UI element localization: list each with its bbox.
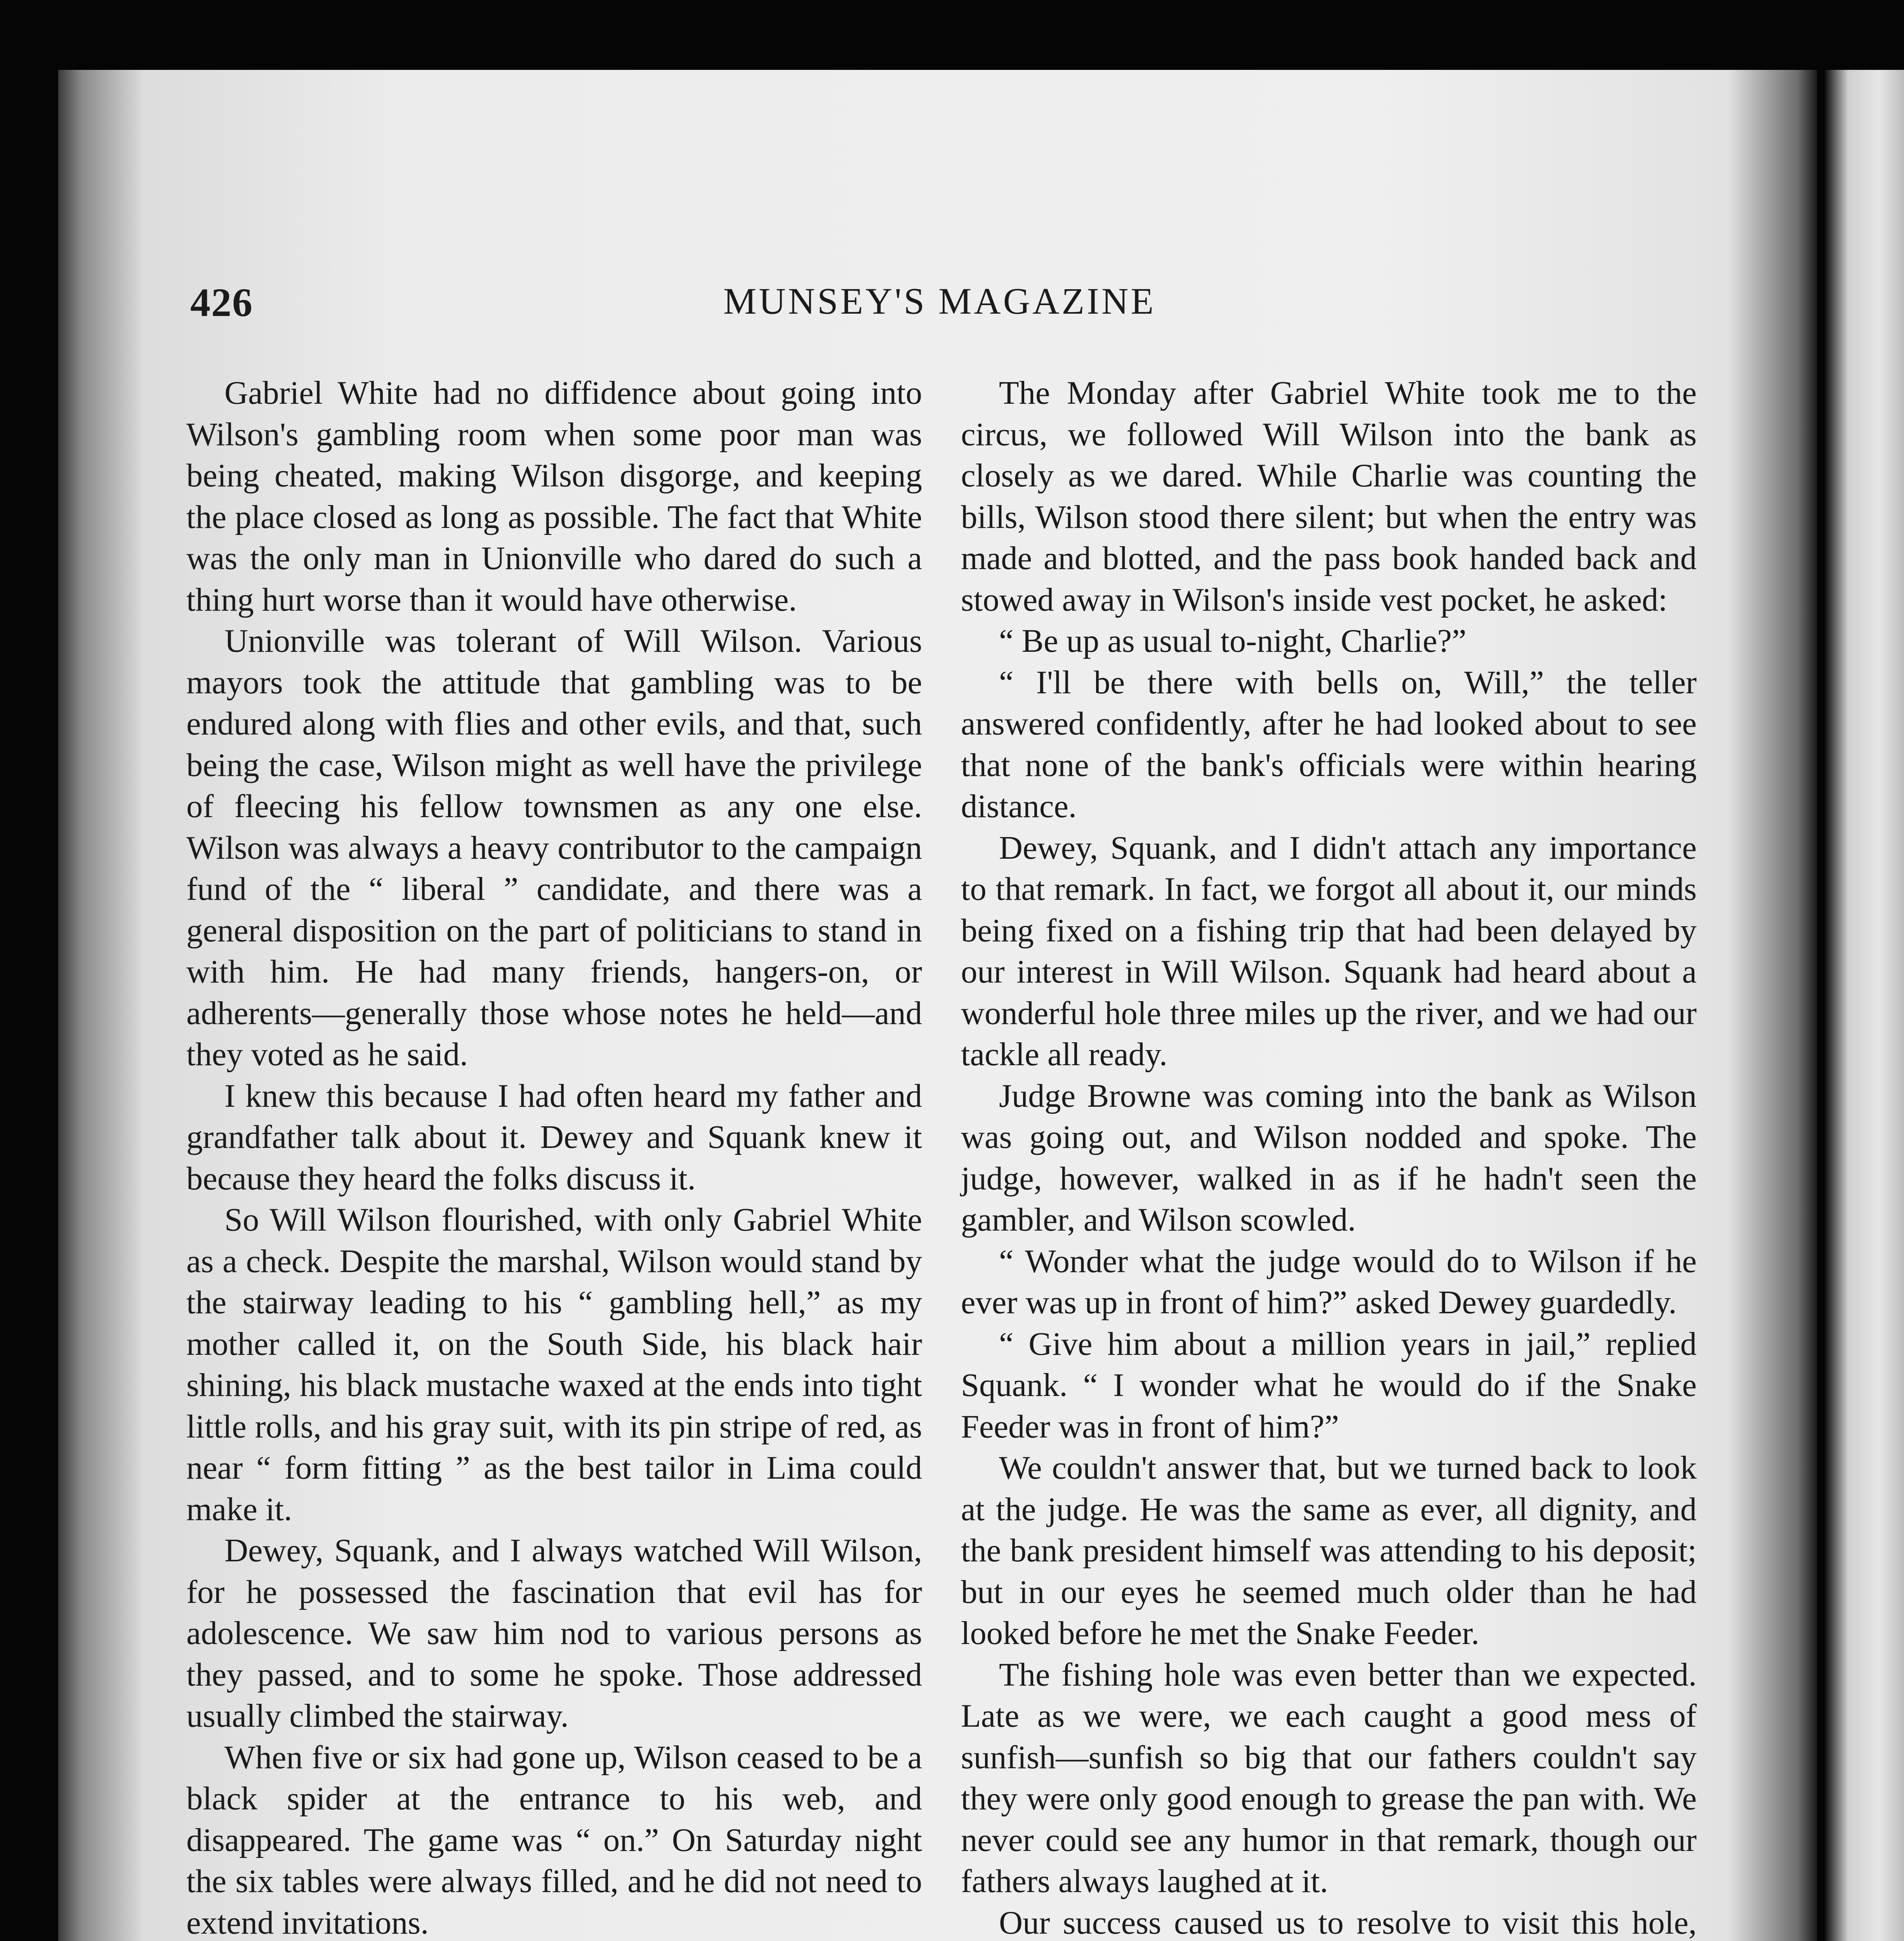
paragraph: Dewey, Squank, and I always watched Will Wilson, for he possessed the fascination that evil has for adolescence. We saw him nod to various persons as they passed, and to some he spoke. Those addressed usually climbed the stairway. (186, 1533, 922, 1734)
page-number: 426 (190, 280, 253, 325)
paragraph: When five or six had gone up, Wilson ceased to be a black spider at the entrance to his web, and disappeared. The game was “ on.” On Saturday night the six tables were always filled, and he did not need to extend invitations. (186, 1739, 922, 1941)
paragraph: Dewey, Squank, and I didn't attach any importance to that remark. In fact, we forgot all about it, our minds being fixed on a fishing trip that had been delayed by our interest in Will Wilson. Squank had heard about a wonderful hole three miles up the river, and we had our tackle all ready. (961, 830, 1697, 1073)
paragraph: So Will Wilson flourished, with only Gabriel White as a check. Despite the marshal, Wilson would stand by the stairway leading to his “ gambling hell,” as my mother called it, on the South Side, his black hair shining, his black mustache waxed at the ends into tight little rolls, and his gray suit, with its pin stripe of red, as near “ form fitting ” as the best tailor in Lima could make it. (186, 1202, 922, 1528)
paragraph: “ Give him about a million years in jail,” replied Squank. “ I wonder what he would do if the Snake Feeder was in front of him?” (961, 1326, 1697, 1445)
paragraph: Our success caused us to resolve to visit this hole, (999, 1905, 1697, 1941)
paragraph: Gabriel White had no diffidence about going into Wilson's gambling room when some poor man was being cheated, making Wilson disgorge, and keeping the place closed as long as possible. The fact that White was the only man in Unionville who dared do such a thing hurt worse than it would have otherwise. (186, 375, 922, 618)
paragraph: “ I'll be there with bells on, Will,” the teller answered confidently, after he had looked about to see that none of the bank's officials were within hearing distance. (961, 664, 1697, 825)
running-title: MUNSEY'S MAGAZINE (723, 280, 1156, 322)
text-column-left (186, 373, 922, 1941)
adjacent-page-edge (1825, 70, 1904, 1941)
paragraph: The fishing hole was even better than we expected. Late as we were, we each caught a good mess of sunfish—sunfish so big that our fathers couldn't say they were only good enough to grease the pan with. We never could see any humor in that remark, though our fathers always laughed at it. (961, 1656, 1697, 1899)
paragraph: I knew this because I had often heard my father and grandfather talk about it. Dewey and Squank knew it because they heard the folks discuss it. (186, 1078, 922, 1197)
paragraph: “ Wonder what the judge would do to Wilson if he ever was up in front of him?” asked Dewey guardedly. (961, 1243, 1697, 1321)
paragraph: “ Be up as usual to-night, Charlie?” (999, 623, 1466, 659)
paragraph: Judge Browne was coming into the bank as Wilson was going out, and Wilson nodded and spoke. The judge, however, walked in as if he hadn't seen the gambler, and Wilson scowled. (961, 1078, 1697, 1238)
page-header (190, 280, 1689, 357)
paragraph: Unionville was tolerant of Will Wilson. Various mayors took the attitude that gambling was to be endured along with flies and other evils, and that, such being the case, Wilson might as well have the privilege of fleecing his fellow townsmen as any one else. Wilson was always a heavy contributor to the campaign fund of the “ liberal ” candidate, and there was a general disposition on the part of politicians to stand in with him. He had many friends, hangers-on, or adherents—generally those whose notes he held—and they voted as he said. (186, 623, 922, 1073)
paragraph: The Monday after Gabriel White took me to the circus, we followed Will Wilson into the bank as closely as we dared. While Charlie was counting the bills, Wilson stood there silent; but when the entry was made and blotted, and the pass book handed back and stowed away in Wilson's inside vest pocket, he asked: (961, 375, 1697, 618)
paragraph: We couldn't answer that, but we turned back to look at the judge. He was the same as ever, all dignity, and the bank president himself was attending to his deposit; but in our eyes he seemed much older than he had looked before he met the Snake Feeder. (961, 1450, 1697, 1651)
text-column-right (961, 373, 1697, 1941)
